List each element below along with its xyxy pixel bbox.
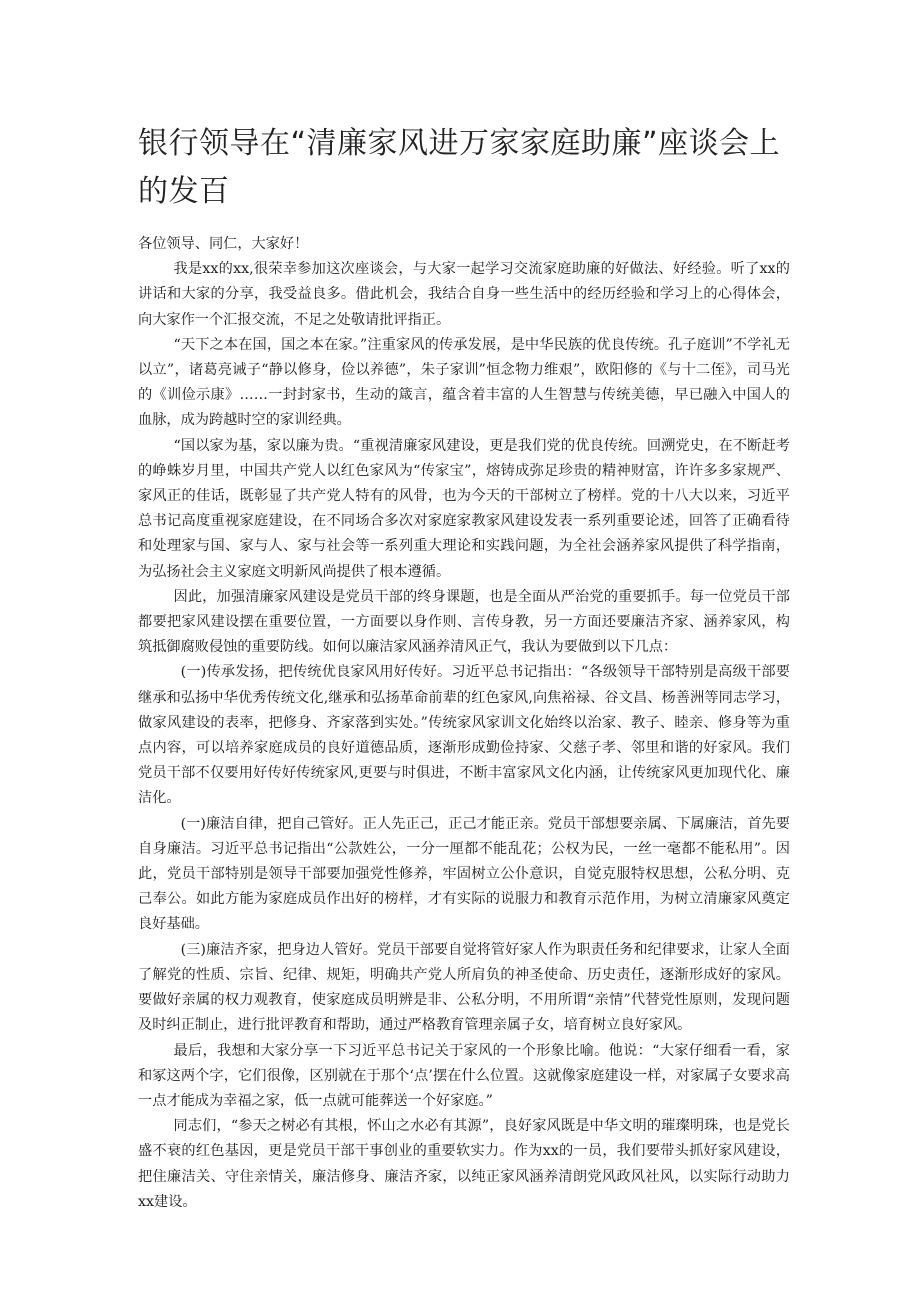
greeting: 各位领导、同仁，大家好！ xyxy=(138,236,309,252)
paragraph-intro: 我是xx的xx,很荣幸参加这次座谈会，与大家一起学习交流家庭助廉的好做法、好经验。听了xx的讲话和大家的分享，我受益良多。借此机会，我结合自身一些生活中的经历经验和学习上的心得体会，向大家作一个汇报交流，不足之处敬请批评指正。 xyxy=(138,261,790,328)
document-body xyxy=(138,232,790,1215)
paragraph-family-tradition: “天下之本在国，国之本在家。”注重家风的传承发展，是中华民族的优良传统。孔子庭训”不学礼无以立”，诸葛亮诫子“静以修身，俭以养德”，朱子家训”恒念物力维艰”，欧阳修的《与十二侄》，司马光的《训俭示康》……一封封家书，生动的箴言，蕴含着丰富的人生智慧与传统美德，早已融入中国人的血脉，成为跨越时空的家训经典。 xyxy=(138,336,790,429)
paragraph-therefore: 因此，加强清廉家风建设是党员干部的终身课题，也是全面从严治党的重要抓手。每一位党员干部都要把家风建设摆在重要位置，一方面要以身作则、言传身教，另一方面还要廉洁齐家、涵养家风，构筑抵御腐败侵蚀的重要防线。如何以廉洁家风涵养清风正气，我认为要做到以下几点： xyxy=(138,588,790,656)
paragraph-conclusion: 同志们，“参天之树必有其根，怀山之水必有其源”，良好家风既是中华文明的璀璨明珠，也是党长盛不衰的红色基因，更是党员干部干事创业的重要软实力。作为xx的一员，我们要带头抓好家风建设，把住廉洁关、守住亲情关，廉洁修身、廉洁齐家，以纯正家风涵养清朗党风政风社风，以实际行动助力xx建设。 xyxy=(138,1118,790,1210)
paragraph-party-tradition: “国以家为基，家以廉为贵。“重视清廉家风建设，更是我们党的优良传统。回溯党史，在不断赶考的峥蛛岁月里，中国共产党人以红色家风为“传家宝”，熔铸成弥足珍贵的精神财富，许许多多家规严、家风正的佳话，既彰显了共产党人特有的风骨，也为今天的干部树立了榜样。党的十八大以来，习近平总书记高度重视家庭建设，在不同场合多次对家庭家教家风建设发表一系列重要论述，回答了正确看待和处理家与国、家与人、家与社会等一系列重大理论和实践问题，为全社会涵养家风提供了科学指南，为弘扬社会主义家庭文明新风尚提供了根本遵循。 xyxy=(138,437,790,580)
paragraph-point-self-discipline: (一)廉洁自律，把自己管好。正人先正己，正己才能正亲。党员干部想要亲属、下属廉洁，首先要自身廉洁。习近平总书记指出“公款姓公，一分一厘都不能乱花；公权为民，一丝一毫都不能私用”。因此，党员干部特别是领导干部要加强党性修养，牢固树立公仆意识，自觉克服特权思想，公私分明、克己奉公。如此方能为家庭成员作出好的榜样，才有实际的说服力和教育示范作用，为树立清廉家风奠定良好基础。 xyxy=(138,815,790,933)
paragraph-point-inherit: (一)传承发扬，把传统优良家风用好传好。习近平总书记指出：“各级领导干部特别是高级干部要继承和弘扬中华优秀传统文化,继承和弘扬革命前辈的红色家风,向焦裕禄、谷文昌、杨善洲等同志学习，做家风建设的表率，把修身、齐家落到实处。”传统家风家训文化始终以治家、教子、睦亲、修身等为重点内容，可以培养家庭成员的良好道德品质，逐渐形成勤俭持家、父慈子孝、邻里和谐的好家风。我们党员干部不仅要用好传好传统家风,更要与时俱进，不断丰富家风文化内涵，让传统家风更加现代化、廉洁化。 xyxy=(138,664,790,807)
paragraph-point-family: (三)廉洁齐家，把身边人管好。党员干部要自觉将管好家人作为职责任务和纪律要求，让家人全面了解党的性质、宗旨、纪律、规矩，明确共产党人所肩负的神圣使命、历史责任，逐渐形成好的家风。要做好亲属的权力观教育，使家庭成员明辨是非、公私分明，不用所谓“亲情”代替党性原则，发现问题及时纠正制止，进行批评教育和帮助，通过严格教育管理亲属子女，培育树立良好家风。 xyxy=(138,941,790,1034)
document-title: 银行领导在“清廉家风进万家家庭助廉”座谈会上的发百 xyxy=(138,126,781,209)
paragraph-metaphor: 最后，我想和大家分享一下习近平总书记关于家风的一个形象比喻。他说：“大家仔细看一看，家和冢这两个字，它们很像，区别就在于那个‘点’摆在什么位置。这就像家庭建设一样，对家属子女要求高一点才能成为幸福之家，低一点就可能葬送一个好家庭。” xyxy=(138,1042,790,1109)
